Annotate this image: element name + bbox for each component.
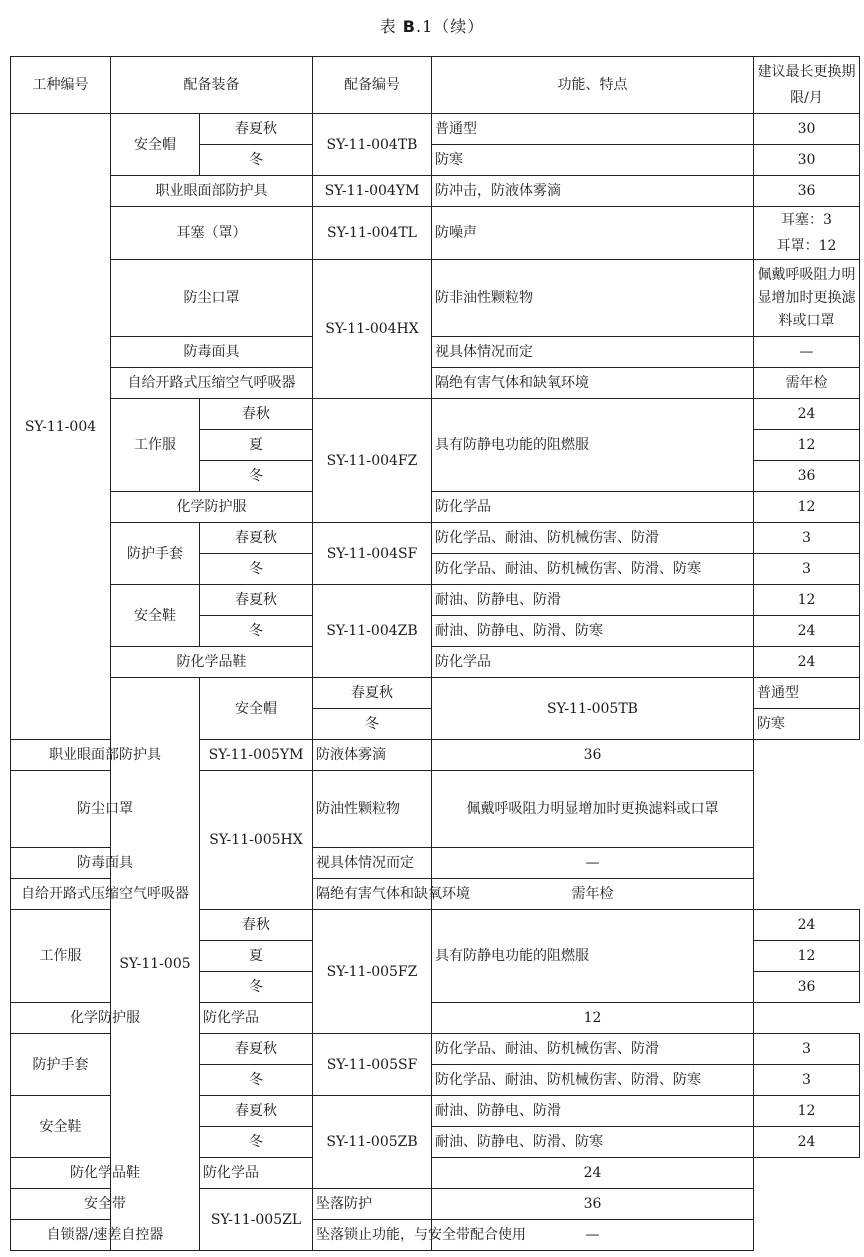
season-cell: 春夏秋 (200, 585, 313, 616)
earplug-period: 耳塞：3 (781, 212, 832, 228)
season-cell: 春夏秋 (200, 1034, 313, 1065)
table-row (11, 771, 860, 848)
equipment-name: 防护手套 (111, 523, 200, 585)
season-cell: 冬 (200, 1065, 313, 1096)
period-cell: 24 (754, 1127, 860, 1158)
equipment-code: SY-11-004TL (313, 207, 432, 260)
period-cell: 3 (754, 523, 860, 554)
equipment-code: SY-11-005HX (200, 771, 313, 910)
function-cell: 防化学品 (432, 492, 754, 523)
season-cell: 春夏秋 (200, 114, 313, 145)
equipment-name: 安全带 (11, 1189, 200, 1220)
season-cell: 冬 (200, 1127, 313, 1158)
season-cell: 夏 (200, 430, 313, 461)
function-cell: 防化学品、耐油、防机械伤害、防滑 (432, 1034, 754, 1065)
table-row (11, 1003, 860, 1034)
period-cell: 24 (754, 616, 860, 647)
equipment-code: SY-11-005SF (313, 1034, 432, 1096)
equipment-name: 防化学品鞋 (111, 647, 313, 678)
function-cell: 防寒 (754, 709, 860, 740)
table-row (11, 1189, 860, 1220)
equipment-name: 工作服 (111, 399, 200, 492)
table-row (11, 740, 860, 771)
table-row (11, 879, 860, 910)
period-cell: 3 (754, 1065, 860, 1096)
period-cell: 12 (754, 430, 860, 461)
header-row (11, 57, 860, 114)
season-cell: 冬 (200, 554, 313, 585)
function-cell: 防化学品、耐油、防机械伤害、防滑、防寒 (432, 1065, 754, 1096)
period-cell: — (754, 337, 860, 368)
season-cell: 春夏秋 (200, 1096, 313, 1127)
equipment-code: SY-11-005YM (200, 740, 313, 771)
period-cell: 12 (754, 585, 860, 616)
function-cell: 防化学品、耐油、防机械伤害、防滑 (432, 523, 754, 554)
season-cell: 春秋 (200, 399, 313, 430)
function-cell: 防化学品、耐油、防机械伤害、防滑、防寒 (432, 554, 754, 585)
function-cell: 耐油、防静电、防滑 (432, 1096, 754, 1127)
function-cell: 普通型 (432, 114, 754, 145)
table-row (11, 368, 860, 399)
period-cell (754, 207, 860, 260)
work-code-cell: SY-11-004 (11, 114, 111, 740)
table-row (11, 114, 860, 145)
function-cell: 耐油、防静电、防滑、防寒 (432, 1127, 754, 1158)
season-cell: 冬 (200, 616, 313, 647)
equipment-name: 安全帽 (200, 678, 313, 740)
equipment-name: 安全鞋 (111, 585, 200, 647)
table-row (11, 207, 860, 260)
header-equipment-code: 配备编号 (313, 57, 432, 114)
function-cell: 防液体雾滴 (313, 740, 432, 771)
table-row (11, 337, 860, 368)
table-row (11, 176, 860, 207)
season-cell: 春夏秋 (200, 523, 313, 554)
period-cell: 24 (432, 1158, 754, 1189)
period-cell: 36 (432, 740, 754, 771)
function-cell: 隔绝有害气体和缺氧环境 (313, 879, 432, 910)
period-cell: 佩戴呼吸阻力明显增加时更换滤料或口罩 (432, 771, 754, 848)
equipment-name: 化学防护服 (11, 1003, 200, 1034)
header-function: 功能、特点 (432, 57, 754, 114)
season-cell: 冬 (313, 709, 432, 740)
function-cell: 视具体情况而定 (313, 848, 432, 879)
function-cell: 耐油、防静电、防滑 (432, 585, 754, 616)
header-equipment: 配备装备 (111, 57, 313, 114)
function-cell: 防化学品 (200, 1003, 313, 1034)
function-cell: 具有防静电功能的阻燃服 (432, 399, 754, 492)
equipment-name: 耳塞（罩） (111, 207, 313, 260)
period-cell: 24 (754, 647, 860, 678)
period-cell: 24 (754, 399, 860, 430)
period-cell: 36 (432, 1189, 754, 1220)
equipment-name: 职业眼面部防护具 (11, 740, 200, 771)
period-cell: 3 (754, 1034, 860, 1065)
period-cell: 30 (754, 114, 860, 145)
table-row (11, 848, 860, 879)
caption-bold: B (402, 17, 416, 36)
period-cell: 36 (754, 972, 860, 1003)
period-cell: 30 (754, 145, 860, 176)
equipment-code: SY-11-004YM (313, 176, 432, 207)
period-cell: 12 (754, 941, 860, 972)
table-row (11, 585, 860, 616)
function-cell: 视具体情况而定 (432, 337, 754, 368)
equipment-name: 防护手套 (11, 1034, 111, 1096)
table-row (11, 647, 860, 678)
header-replace-period: 建议最长更换期限/月 (754, 57, 860, 114)
period-cell: 3 (754, 554, 860, 585)
season-cell: 春秋 (200, 910, 313, 941)
function-cell: 防冲击，防液体雾滴 (432, 176, 754, 207)
period-cell: 需年检 (432, 879, 754, 910)
period-cell: 36 (754, 176, 860, 207)
equipment-code: SY-11-005ZB (313, 1096, 432, 1189)
period-cell: 24 (754, 910, 860, 941)
equipment-name: 自给开路式压缩空气呼吸器 (11, 879, 200, 910)
equipment-code: SY-11-004SF (313, 523, 432, 585)
table-row (11, 492, 860, 523)
function-cell: 防非油性颗粒物 (432, 260, 754, 337)
equipment-name: 防尘口罩 (111, 260, 313, 337)
function-cell: 具有防静电功能的阻燃服 (432, 910, 754, 1003)
function-cell: 防化学品 (432, 647, 754, 678)
period-cell: — (432, 848, 754, 879)
equipment-name: 自锁器/速差自控器 (11, 1220, 200, 1251)
table-row (11, 1158, 860, 1189)
caption-rest: .1（续） (416, 17, 485, 36)
equipment-name: 职业眼面部防护具 (111, 176, 313, 207)
season-cell: 冬 (200, 972, 313, 1003)
season-cell: 冬 (200, 145, 313, 176)
equipment-code: SY-11-005TB (432, 678, 754, 740)
period-cell: 佩戴呼吸阻力明显增加时更换滤料或口罩 (754, 260, 860, 337)
function-cell: 坠落防护 (313, 1189, 432, 1220)
equipment-name: 工作服 (11, 910, 111, 1003)
equipment-code: SY-11-005ZL (200, 1189, 313, 1251)
season-cell: 夏 (200, 941, 313, 972)
table-row (11, 260, 860, 337)
equipment-name: 防化学品鞋 (11, 1158, 200, 1189)
period-cell: 12 (754, 492, 860, 523)
season-cell: 冬 (200, 461, 313, 492)
function-cell: 普通型 (754, 678, 860, 709)
table-row (11, 399, 860, 430)
equipment-code: SY-11-004ZB (313, 585, 432, 678)
equipment-code: SY-11-005FZ (313, 910, 432, 1034)
period-cell: 需年检 (754, 368, 860, 399)
period-cell: 12 (432, 1003, 754, 1034)
table-row (11, 523, 860, 554)
function-cell: 耐油、防静电、防滑、防寒 (432, 616, 754, 647)
caption-prefix: 表 (379, 17, 403, 36)
period-cell: 36 (754, 461, 860, 492)
function-cell: 防化学品 (200, 1158, 313, 1189)
header-work-code: 工种编号 (11, 57, 111, 114)
season-cell: 春夏秋 (313, 678, 432, 709)
table-row (11, 678, 860, 709)
function-cell: 防油性颗粒物 (313, 771, 432, 848)
period-cell: — (432, 1220, 754, 1251)
equipment-name: 安全鞋 (11, 1096, 111, 1158)
equipment-name: 安全帽 (111, 114, 200, 176)
work-code-cell: SY-11-005 (111, 678, 200, 1251)
earmuff-period: 耳罩：12 (776, 238, 837, 254)
function-cell: 防寒 (432, 145, 754, 176)
function-cell: 防噪声 (432, 207, 754, 260)
period-cell: 12 (754, 1096, 860, 1127)
function-cell: 坠落锁止功能，与安全带配合使用 (313, 1220, 432, 1251)
equipment-name: 自给开路式压缩空气呼吸器 (111, 368, 313, 399)
equipment-table (10, 56, 860, 1251)
equipment-code: SY-11-004HX (313, 260, 432, 399)
equipment-name: 化学防护服 (111, 492, 313, 523)
equipment-name: 防毒面具 (11, 848, 200, 879)
table-row (11, 1220, 860, 1251)
equipment-code: SY-11-004FZ (313, 399, 432, 523)
equipment-name: 防毒面具 (111, 337, 313, 368)
equipment-code: SY-11-004TB (313, 114, 432, 176)
equipment-name: 防尘口罩 (11, 771, 200, 848)
table-caption (0, 14, 864, 37)
function-cell: 隔绝有害气体和缺氧环境 (432, 368, 754, 399)
